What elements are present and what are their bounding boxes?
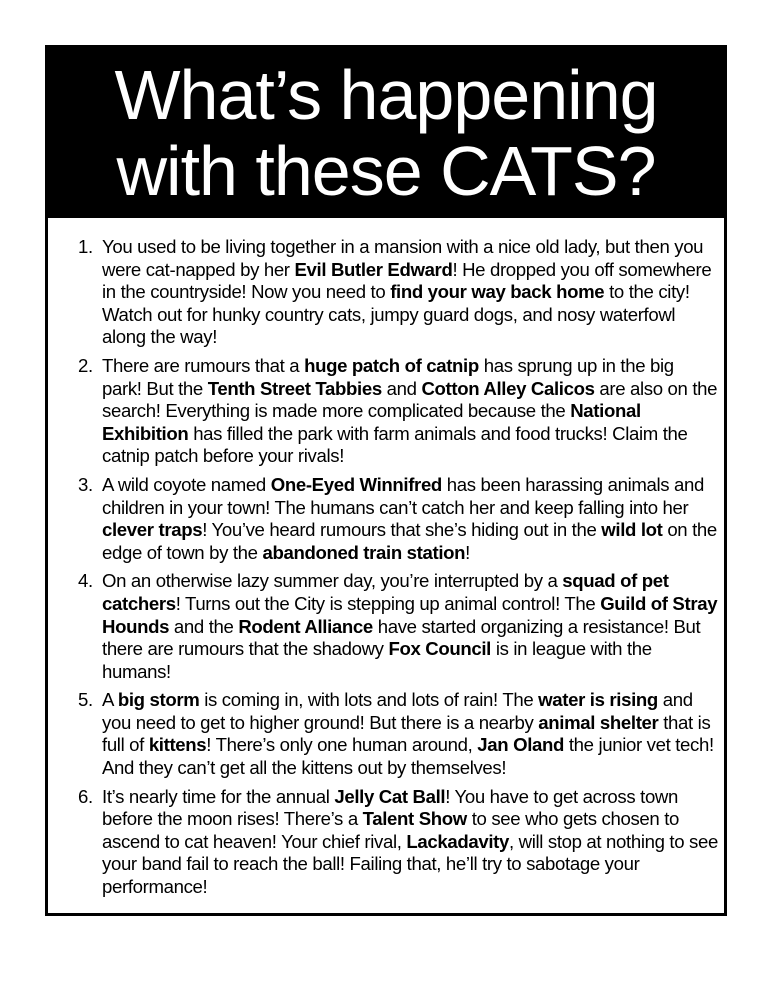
text-segment: have started organizing a resistance! But there are rumours that the shadowy [102, 615, 701, 660]
text-segment: On an otherwise lazy summer day, you’re interrupted by a [102, 570, 563, 592]
text-segment: has been harassing animals and children in your town! The humans can’t catch her and keep falling into her [102, 473, 704, 518]
bold-keyword: Talent Show [362, 808, 467, 830]
scenario-number: 6. [78, 785, 93, 807]
text-segment: It’s nearly time for the annual [102, 785, 335, 807]
bold-keyword: One-Eyed Winnifred [270, 473, 442, 495]
scenario-item [78, 236, 718, 349]
scenario-item [78, 570, 718, 683]
bold-keyword: squad of pet catchers [102, 570, 669, 614]
bold-keyword: Evil Butler Edward [294, 258, 453, 280]
scenario-text [102, 689, 714, 778]
text-segment: A wild coyote named [102, 473, 271, 495]
text-segment: to the city! Watch out for hunky country cats, jumpy guard dogs, and nosy waterfowl along the way! [102, 281, 690, 348]
document-sheet [45, 45, 727, 916]
text-segment: on the edge of town by the [102, 519, 717, 563]
text-segment: has sprung up in the big park! But the [102, 354, 674, 399]
text-segment: the junior vet tech! And they can’t get all the kittens out by themselves! [102, 734, 714, 779]
text-segment: is coming in, with lots and lots of rain! The [199, 689, 539, 711]
scenario-text [102, 236, 711, 347]
bold-keyword: Jan Oland [477, 734, 565, 756]
page-title-line-1: What’s happening [114, 56, 658, 134]
scenario-text [102, 786, 718, 897]
title-banner [48, 48, 724, 218]
bold-keyword: Cotton Alley Calicos [421, 377, 595, 399]
bold-keyword: National Exhibition [102, 400, 641, 444]
bold-keyword: Tenth Street Tabbies [207, 377, 382, 399]
bold-keyword: huge patch of catnip [304, 354, 479, 376]
scenario-number: 5. [78, 689, 93, 711]
bold-keyword: water is rising [538, 689, 658, 711]
page-title-line-2: with these CATS? [116, 132, 656, 210]
bold-keyword: animal shelter [538, 711, 659, 733]
text-segment: and you need to get to higher ground! But there is a nearby [102, 689, 693, 733]
scenario-item [78, 786, 718, 899]
text-segment: that is full of [102, 711, 711, 756]
text-segment: You used to be living together in a mansion with a nice old lady, but then you were cat-napped by her [102, 236, 704, 280]
bold-keyword: wild lot [601, 519, 663, 541]
text-segment: A [102, 689, 118, 711]
text-segment: and [381, 377, 422, 399]
bold-keyword: Lackadavity [406, 830, 509, 852]
scenario-item [78, 474, 718, 564]
bold-keyword: kittens [148, 734, 207, 756]
bold-keyword: Jelly Cat Ball [334, 785, 446, 807]
text-segment: is in league with the humans! [102, 638, 652, 682]
bold-keyword: Rodent Alliance [238, 615, 373, 637]
text-segment: has filled the park with farm animals and food trucks! Claim the catnip patch before your rivals! [102, 422, 688, 467]
text-segment: There are rumours that a [102, 354, 305, 376]
text-segment: , will stop at nothing to see your band fail to reach the ball! Failing that, he’ll try to sabotage your performance! [102, 830, 718, 898]
bold-keyword: clever traps [102, 519, 203, 541]
bold-keyword: Fox Council [388, 638, 491, 660]
scenario-number: 4. [78, 570, 93, 592]
scenario-text [102, 474, 717, 563]
text-segment: are also on the search! Everything is made more complicated because the [102, 377, 718, 422]
text-segment: ! Turns out the City is stepping up animal control! The [175, 592, 601, 614]
scenario-number: 1. [78, 236, 93, 257]
text-segment: ! You’ve heard rumours that she’s hiding out in the [202, 519, 602, 541]
text-segment: ! There’s only one human around, [206, 734, 478, 756]
text-segment: ! [465, 541, 470, 563]
scenario-item [78, 689, 718, 779]
scenario-text [102, 355, 717, 466]
bold-keyword: Guild of Stray Hounds [102, 592, 718, 637]
scenario-text [102, 570, 717, 681]
text-segment: and the [169, 615, 239, 637]
bold-keyword: big storm [117, 689, 200, 711]
bold-keyword: abandoned train station [262, 541, 466, 563]
scenario-number: 2. [78, 354, 93, 376]
text-segment: to see who gets chosen to ascend to cat heaven! Your chief rival, [102, 808, 680, 852]
scenario-item [78, 355, 718, 468]
text-segment: ! You have to get across town before the moon rises! There’s a [102, 785, 679, 830]
bold-keyword: find your way back home [390, 281, 605, 303]
text-segment: ! He dropped you off somewhere in the countryside! Now you need to [102, 258, 712, 303]
scenario-list [78, 236, 718, 905]
scenario-number: 3. [78, 473, 93, 495]
